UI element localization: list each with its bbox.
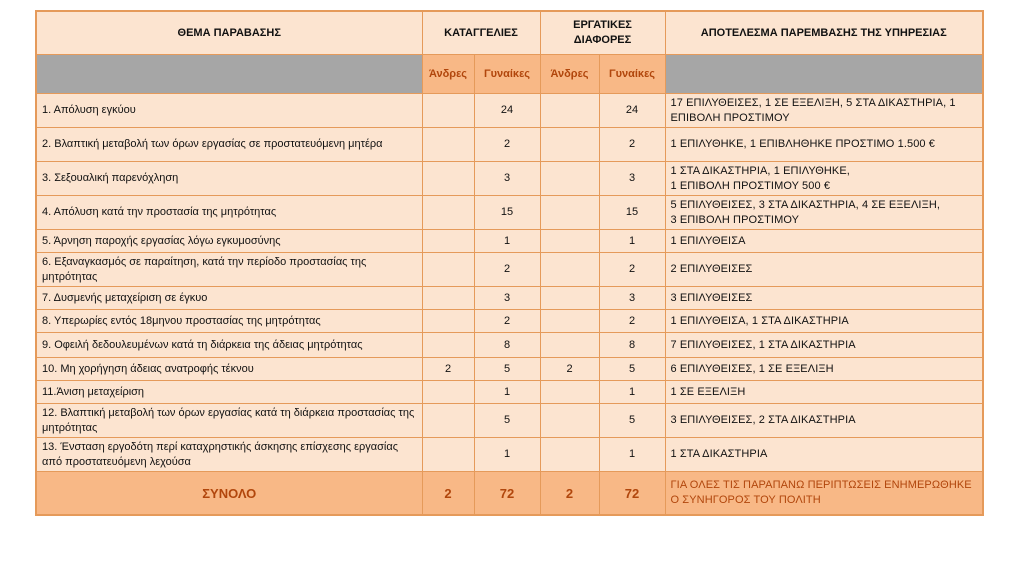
- row-complaints-men: [422, 94, 474, 128]
- row-disputes-women: 3: [599, 162, 665, 196]
- row-disputes-men: [540, 404, 599, 438]
- row-disputes-men: 2: [540, 358, 599, 381]
- row-complaints-women: 1: [474, 438, 540, 472]
- row-complaints-men: [422, 438, 474, 472]
- row-disputes-men: [540, 310, 599, 333]
- row-disputes-women: 1: [599, 438, 665, 472]
- row-disputes-women: 2: [599, 310, 665, 333]
- row-outcome: 6 ΕΠΙΛΥΘΕΙΣΕΣ, 1 ΣΕ ΕΞΕΛΙΞΗ: [665, 358, 983, 381]
- row-disputes-women: 15: [599, 196, 665, 230]
- row-complaints-women: 1: [474, 230, 540, 253]
- row-complaints-men: [422, 230, 474, 253]
- violations-table: [35, 10, 984, 516]
- row-complaints-men: [422, 310, 474, 333]
- row-disputes-men: [540, 253, 599, 287]
- table-row: [36, 287, 983, 310]
- row-outcome: 3 ΕΠΙΛΥΘΕΙΣΕΣ: [665, 287, 983, 310]
- table-row: [36, 253, 983, 287]
- row-disputes-men: [540, 196, 599, 230]
- row-topic: 9. Οφειλή δεδουλευμένων κατά τη διάρκεια της άδειας μητρότητας: [36, 333, 422, 358]
- table-row: [36, 404, 983, 438]
- total-label: ΣΥΝΟΛΟ: [36, 472, 422, 516]
- table-row: [36, 358, 983, 381]
- row-disputes-men: [540, 94, 599, 128]
- row-outcome: 1 ΣΤΑ ΔΙΚΑΣΤΗΡΙΑ, 1 ΕΠΙΛΥΘΗΚΕ, 1 ΕΠΙΒΟΛΗ ΠΡΟΣΤΙΜΟΥ 500 €: [665, 162, 983, 196]
- row-outcome: 1 ΣΕ ΕΞΕΛΙΞΗ: [665, 381, 983, 404]
- row-topic: 5. Άρνηση παροχής εργασίας λόγω εγκυμοσύνης: [36, 230, 422, 253]
- total-complaints-men: 2: [422, 472, 474, 516]
- row-topic: 3. Σεξουαλική παρενόχληση: [36, 162, 422, 196]
- total-complaints-women: 72: [474, 472, 540, 516]
- subheader-blank: [36, 55, 422, 94]
- subheader-disputes-women: Γυναίκες: [599, 55, 665, 94]
- header-labor-disputes: ΕΡΓΑΤΙΚΕΣ ΔΙΑΦΟΡΕΣ: [540, 11, 665, 55]
- row-disputes-women: 8: [599, 333, 665, 358]
- row-topic: 8. Υπερωρίες εντός 18μηνου προστασίας της μητρότητας: [36, 310, 422, 333]
- row-outcome: 5 ΕΠΙΛΥΘΕΙΣΕΣ, 3 ΣΤΑ ΔΙΚΑΣΤΗΡΙΑ, 4 ΣΕ ΕΞΕΛΙΞΗ, 3 ΕΠΙΒΟΛΗ ΠΡΟΣΤΙΜΟΥ: [665, 196, 983, 230]
- total-row: [36, 472, 983, 516]
- row-topic: 13. Ένσταση εργοδότη περί καταχρηστικής άσκησης επίσχεσης εργασίας από προστατευόμενη λεχούσα: [36, 438, 422, 472]
- row-outcome: 1 ΕΠΙΛΥΘΗΚΕ, 1 ΕΠΙΒΛΗΘΗΚΕ ΠΡΟΣΤΙΜΟ 1.500 €: [665, 128, 983, 162]
- row-complaints-women: 24: [474, 94, 540, 128]
- row-complaints-men: [422, 404, 474, 438]
- row-topic: 6. Εξαναγκασμός σε παραίτηση, κατά την περίοδο προστασίας της μητρότητας: [36, 253, 422, 287]
- row-topic: 4. Απόλυση κατά την προστασία της μητρότητας: [36, 196, 422, 230]
- row-disputes-women: 3: [599, 287, 665, 310]
- row-disputes-women: 1: [599, 381, 665, 404]
- row-complaints-women: 2: [474, 310, 540, 333]
- table-row: [36, 94, 983, 128]
- row-complaints-men: [422, 253, 474, 287]
- row-complaints-men: [422, 196, 474, 230]
- row-disputes-men: [540, 287, 599, 310]
- row-disputes-women: 5: [599, 404, 665, 438]
- table-row: [36, 128, 983, 162]
- row-complaints-men: [422, 381, 474, 404]
- header-topic: ΘΕΜΑ ΠΑΡΑΒΑΣΗΣ: [36, 11, 422, 55]
- row-complaints-women: 8: [474, 333, 540, 358]
- row-topic: 2. Βλαπτική μεταβολή των όρων εργασίας σε προστατευόμενη μητέρα: [36, 128, 422, 162]
- row-topic: 11.Άνιση μεταχείριση: [36, 381, 422, 404]
- row-complaints-men: [422, 162, 474, 196]
- subheader-complaints-men: Άνδρες: [422, 55, 474, 94]
- row-complaints-women: 1: [474, 381, 540, 404]
- row-topic: 12. Βλαπτική μεταβολή των όρων εργασίας κατά τη διάρκεια προστασίας της μητρότητας: [36, 404, 422, 438]
- row-complaints-women: 3: [474, 287, 540, 310]
- row-disputes-men: [540, 438, 599, 472]
- row-outcome: 1 ΕΠΙΛΥΘΕΙΣΑ, 1 ΣΤΑ ΔΙΚΑΣΤΗΡΙΑ: [665, 310, 983, 333]
- header-complaints: ΚΑΤΑΓΓΕΛΙΕΣ: [422, 11, 540, 55]
- row-outcome: 1 ΣΤΑ ΔΙΚΑΣΤΗΡΙΑ: [665, 438, 983, 472]
- subheader-disputes-men: Άνδρες: [540, 55, 599, 94]
- row-outcome: 3 ΕΠΙΛΥΘΕΙΣΕΣ, 2 ΣΤΑ ΔΙΚΑΣΤΗΡΙΑ: [665, 404, 983, 438]
- table-row: [36, 438, 983, 472]
- row-topic: 1. Απόλυση εγκύου: [36, 94, 422, 128]
- row-complaints-men: 2: [422, 358, 474, 381]
- row-complaints-women: 5: [474, 358, 540, 381]
- row-disputes-women: 5: [599, 358, 665, 381]
- row-disputes-men: [540, 128, 599, 162]
- row-complaints-women: 5: [474, 404, 540, 438]
- row-complaints-women: 3: [474, 162, 540, 196]
- row-complaints-women: 2: [474, 253, 540, 287]
- row-outcome: 17 ΕΠΙΛΥΘΕΙΣΕΣ, 1 ΣΕ ΕΞΕΛΙΞΗ, 5 ΣΤΑ ΔΙΚΑΣΤΗΡΙΑ, 1 ΕΠΙΒΟΛΗ ΠΡΟΣΤΙΜΟΥ: [665, 94, 983, 128]
- row-complaints-men: [422, 128, 474, 162]
- subheader-complaints-women: Γυναίκες: [474, 55, 540, 94]
- row-topic: 10. Μη χορήγηση άδειας ανατροφής τέκνου: [36, 358, 422, 381]
- subheader-outcome-blank: [665, 55, 983, 94]
- row-complaints-men: [422, 287, 474, 310]
- total-disputes-women: 72: [599, 472, 665, 516]
- row-topic: 7. Δυσμενής μεταχείριση σε έγκυο: [36, 287, 422, 310]
- row-disputes-men: [540, 381, 599, 404]
- table-body: [36, 94, 983, 472]
- table-row: [36, 333, 983, 358]
- total-disputes-men: 2: [540, 472, 599, 516]
- row-outcome: 7 ΕΠΙΛΥΘΕΙΣΕΣ, 1 ΣΤΑ ΔΙΚΑΣΤΗΡΙΑ: [665, 333, 983, 358]
- row-disputes-women: 2: [599, 128, 665, 162]
- row-disputes-women: 24: [599, 94, 665, 128]
- row-disputes-men: [540, 230, 599, 253]
- row-disputes-women: 2: [599, 253, 665, 287]
- table-row: [36, 196, 983, 230]
- table-row: [36, 310, 983, 333]
- row-complaints-men: [422, 333, 474, 358]
- row-disputes-women: 1: [599, 230, 665, 253]
- row-outcome: 2 ΕΠΙΛΥΘΕΙΣΕΣ: [665, 253, 983, 287]
- row-complaints-women: 2: [474, 128, 540, 162]
- row-disputes-men: [540, 333, 599, 358]
- table-row: [36, 162, 983, 196]
- total-outcome: ΓΙΑ ΟΛΕΣ ΤΙΣ ΠΑΡΑΠΑΝΩ ΠΕΡΙΠΤΩΣΕΙΣ ΕΝΗΜΕΡΩΘΗΚΕ Ο ΣΥΝΗΓΟΡΟΣ ΤΟΥ ΠΟΛΙΤΗ: [665, 472, 983, 516]
- header-outcome: ΑΠΟΤΕΛΕΣΜΑ ΠΑΡΕΜΒΑΣΗΣ ΤΗΣ ΥΠΗΡΕΣΙΑΣ: [665, 11, 983, 55]
- table-row: [36, 230, 983, 253]
- table-row: [36, 381, 983, 404]
- row-disputes-men: [540, 162, 599, 196]
- row-complaints-women: 15: [474, 196, 540, 230]
- row-outcome: 1 ΕΠΙΛΥΘΕΙΣΑ: [665, 230, 983, 253]
